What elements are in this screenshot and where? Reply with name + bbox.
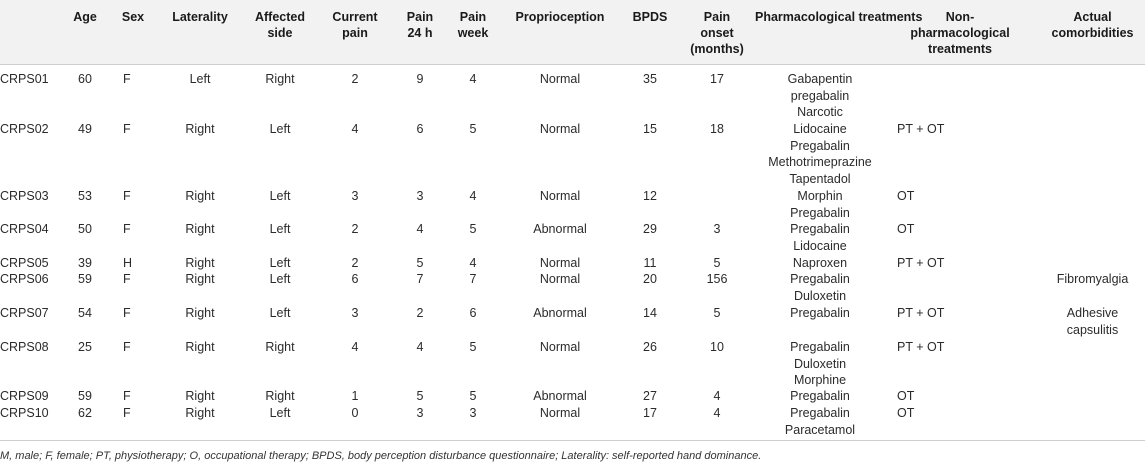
cell-pharma-line: Pregabalin <box>790 340 850 354</box>
cell-age: 62 <box>78 406 92 420</box>
cell-pharma-line: Duloxetin <box>793 288 847 303</box>
cell-bpds: 26 <box>643 340 657 354</box>
cell-pain24: 4 <box>416 340 424 354</box>
cell-pharma-line: Naproxen <box>792 256 848 270</box>
header-pharma: Pharmacological treatments <box>755 10 923 24</box>
cell-onset: 4 <box>713 406 721 420</box>
cell-age: 53 <box>78 189 92 203</box>
cell-proprio: Abnormal <box>533 222 587 236</box>
cell-pharma-line: Pregabalin <box>790 138 850 153</box>
cell-onset: 3 <box>713 222 721 236</box>
cell-affected: Right <box>265 340 295 354</box>
header-pain-24h: Pain <box>406 10 434 24</box>
cell-affected: Left <box>269 272 291 286</box>
cell-current: 6 <box>351 272 359 286</box>
cell-onset: 5 <box>713 256 721 270</box>
cell-painweek: 5 <box>469 222 477 236</box>
cell-affected: Left <box>269 122 291 136</box>
cell-current: 4 <box>351 122 359 136</box>
cell-nonpharma: OT <box>897 189 915 203</box>
cell-proprio: Normal <box>539 72 581 86</box>
cell-pain24: 3 <box>416 406 424 420</box>
header-pain-24h-2: 24 h <box>407 26 433 40</box>
cell-bpds: 35 <box>643 72 657 86</box>
cell-sex: F <box>123 72 131 86</box>
cell-proprio: Normal <box>539 122 581 136</box>
header-nonpharma-2: pharmacological <box>910 26 1010 40</box>
cell-bpds: 12 <box>643 189 657 203</box>
cell-laterality: Right <box>185 189 215 203</box>
cell-bpds: 14 <box>643 306 657 320</box>
header-pain-week-2: week <box>457 26 489 40</box>
cell-id: CRPS10 <box>0 406 49 420</box>
cell-age: 59 <box>78 389 92 403</box>
cell-age: 60 <box>78 72 92 86</box>
cell-id: CRPS06 <box>0 272 49 286</box>
cell-id: CRPS07 <box>0 306 49 320</box>
cell-laterality: Right <box>185 389 215 403</box>
cell-id: CRPS08 <box>0 340 49 354</box>
cell-sex: F <box>123 122 131 136</box>
cell-onset: 17 <box>710 72 724 86</box>
header-age: Age <box>73 10 97 24</box>
cell-age: 25 <box>78 340 92 354</box>
cell-current: 2 <box>351 72 359 86</box>
cell-laterality: Left <box>189 72 211 86</box>
cell-pharma-line: Gabapentin <box>787 72 853 86</box>
cell-painweek: 6 <box>469 306 477 320</box>
cell-proprio: Normal <box>539 189 581 203</box>
cell-painweek: 5 <box>469 122 477 136</box>
cell-painweek: 3 <box>469 406 477 420</box>
cell-painweek: 4 <box>469 72 477 86</box>
cell-affected: Left <box>269 306 291 320</box>
cell-pain24: 3 <box>416 189 424 203</box>
cell-id: CRPS01 <box>0 72 49 86</box>
cell-affected: Left <box>269 222 291 236</box>
header-sex: Sex <box>121 10 145 24</box>
cell-proprio: Abnormal <box>533 389 587 403</box>
cell-affected: Left <box>269 189 291 203</box>
header-pain-onset-3: (months) <box>690 42 744 56</box>
cell-pharma-line: Pregabalin <box>790 389 850 403</box>
cell-pharma-line: pregabalin <box>790 88 850 103</box>
header-comorbidities-2: comorbidities <box>1051 26 1134 40</box>
cell-pharma-line: Paracetamol <box>784 422 856 437</box>
cell-current: 3 <box>351 306 359 320</box>
cell-laterality: Right <box>185 222 215 236</box>
cell-id: CRPS04 <box>0 222 49 236</box>
cell-pain24: 5 <box>416 389 424 403</box>
cell-pain24: 9 <box>416 72 424 86</box>
cell-affected: Right <box>265 389 295 403</box>
cell-pharma-line: Methotrimeprazine <box>768 155 872 170</box>
cell-painweek: 7 <box>469 272 477 286</box>
cell-pharma-line: Pregabalin <box>790 222 850 236</box>
cell-pharma-line: Lidocaine <box>793 122 847 136</box>
cell-age: 39 <box>78 256 92 270</box>
cell-painweek: 5 <box>469 340 477 354</box>
cell-id: CRPS02 <box>0 122 49 136</box>
cell-id: CRPS05 <box>0 256 49 270</box>
cell-bpds: 17 <box>643 406 657 420</box>
cell-current: 4 <box>351 340 359 354</box>
cell-sex: F <box>123 189 131 203</box>
cell-nonpharma: PT + OT <box>897 122 945 136</box>
cell-laterality: Right <box>185 272 215 286</box>
cell-painweek: 4 <box>469 189 477 203</box>
cell-sex: F <box>123 272 131 286</box>
cell-pharma-line: Morphine <box>793 373 847 388</box>
cell-proprio: Abnormal <box>533 306 587 320</box>
cell-age: 59 <box>78 272 92 286</box>
header-laterality: Laterality <box>172 10 228 24</box>
cell-pharma-line: Narcotic <box>797 105 843 120</box>
cell-nonpharma: PT + OT <box>897 306 945 320</box>
header-current-pain: Current <box>332 10 378 24</box>
cell-bpds: 29 <box>643 222 657 236</box>
cell-nonpharma: OT <box>897 389 915 403</box>
cell-current: 2 <box>351 256 359 270</box>
cell-nonpharma: PT + OT <box>897 256 945 270</box>
header-comorbidities: Actual <box>1073 10 1112 24</box>
cell-onset: 10 <box>710 340 724 354</box>
cell-proprio: Normal <box>539 406 581 420</box>
header-affected-side: Affected <box>254 10 305 24</box>
cell-laterality: Right <box>185 306 215 320</box>
cell-pain24: 4 <box>416 222 424 236</box>
cell-onset: 156 <box>706 272 728 286</box>
cell-onset: 18 <box>710 122 724 136</box>
cell-bpds: 15 <box>643 122 657 136</box>
cell-current: 0 <box>351 406 359 420</box>
cell-age: 49 <box>78 122 92 136</box>
cell-affected: Right <box>265 72 295 86</box>
table-footnote: M, male; F, female; PT, physiotherapy; O, occupational therapy; BPDS, body perception disturbance questionnaire; Laterality: self-reported hand dominance. <box>0 450 762 462</box>
cell-age: 50 <box>78 222 92 236</box>
cell-sex: F <box>123 340 131 354</box>
cell-pharma-line: Pregabalin <box>790 306 850 320</box>
cell-current: 3 <box>351 189 359 203</box>
cell-id: CRPS09 <box>0 389 49 403</box>
cell-current: 1 <box>351 389 359 403</box>
cell-nonpharma: PT + OT <box>897 340 945 354</box>
cell-proprio: Normal <box>539 272 581 286</box>
cell-comorbidity-line: Fibromyalgia <box>1056 272 1129 286</box>
header-affected-side-2: side <box>267 26 293 40</box>
header-pain-week: Pain <box>459 10 487 24</box>
cell-proprio: Normal <box>539 256 581 270</box>
header-pain-onset: Pain <box>703 10 731 24</box>
cell-comorbidity-line: Adhesive <box>1066 306 1119 320</box>
header-pain-onset-2: onset <box>700 26 734 40</box>
cell-affected: Left <box>269 406 291 420</box>
cell-onset: 5 <box>713 306 721 320</box>
cell-sex: F <box>123 389 131 403</box>
header-nonpharma-3: treatments <box>928 42 992 56</box>
cell-sex: F <box>123 222 131 236</box>
cell-pharma-line: Morphin <box>797 189 843 203</box>
cell-sex: F <box>123 406 131 420</box>
cell-laterality: Right <box>185 256 215 270</box>
cell-sex: H <box>123 256 133 270</box>
cell-bpds: 27 <box>643 389 657 403</box>
cell-laterality: Right <box>185 406 215 420</box>
cell-pharma-line: Pregabalin <box>790 406 850 420</box>
cell-laterality: Right <box>185 122 215 136</box>
cell-pain24: 2 <box>416 306 424 320</box>
header-current-pain-2: pain <box>342 26 368 40</box>
cell-pharma-line: Pregabalin <box>790 272 850 286</box>
cell-onset: 4 <box>713 389 721 403</box>
cell-pharma-line: Duloxetin <box>793 356 847 371</box>
cell-nonpharma: OT <box>897 406 915 420</box>
cell-bpds: 20 <box>643 272 657 286</box>
header-nonpharma: Non- <box>945 10 975 24</box>
cell-bpds: 11 <box>643 256 657 270</box>
cell-current: 2 <box>351 222 359 236</box>
cell-affected: Left <box>269 256 291 270</box>
header-proprioception: Proprioception <box>515 10 605 24</box>
table-bottom-rule <box>0 440 1145 441</box>
cell-pain24: 7 <box>416 272 424 286</box>
cell-pain24: 6 <box>416 122 424 136</box>
cell-laterality: Right <box>185 340 215 354</box>
cell-comorbidity-line: capsulitis <box>1066 322 1119 337</box>
cell-pharma-line: Pregabalin <box>790 205 850 220</box>
cell-nonpharma: OT <box>897 222 915 236</box>
cell-pain24: 5 <box>416 256 424 270</box>
cell-painweek: 5 <box>469 389 477 403</box>
cell-age: 54 <box>78 306 92 320</box>
header-bpds: BPDS <box>632 10 668 24</box>
cell-sex: F <box>123 306 131 320</box>
cell-painweek: 4 <box>469 256 477 270</box>
cell-pharma-line: Tapentadol <box>789 172 851 187</box>
cell-pharma-line: Lidocaine <box>793 238 847 253</box>
cell-proprio: Normal <box>539 340 581 354</box>
cell-id: CRPS03 <box>0 189 49 203</box>
